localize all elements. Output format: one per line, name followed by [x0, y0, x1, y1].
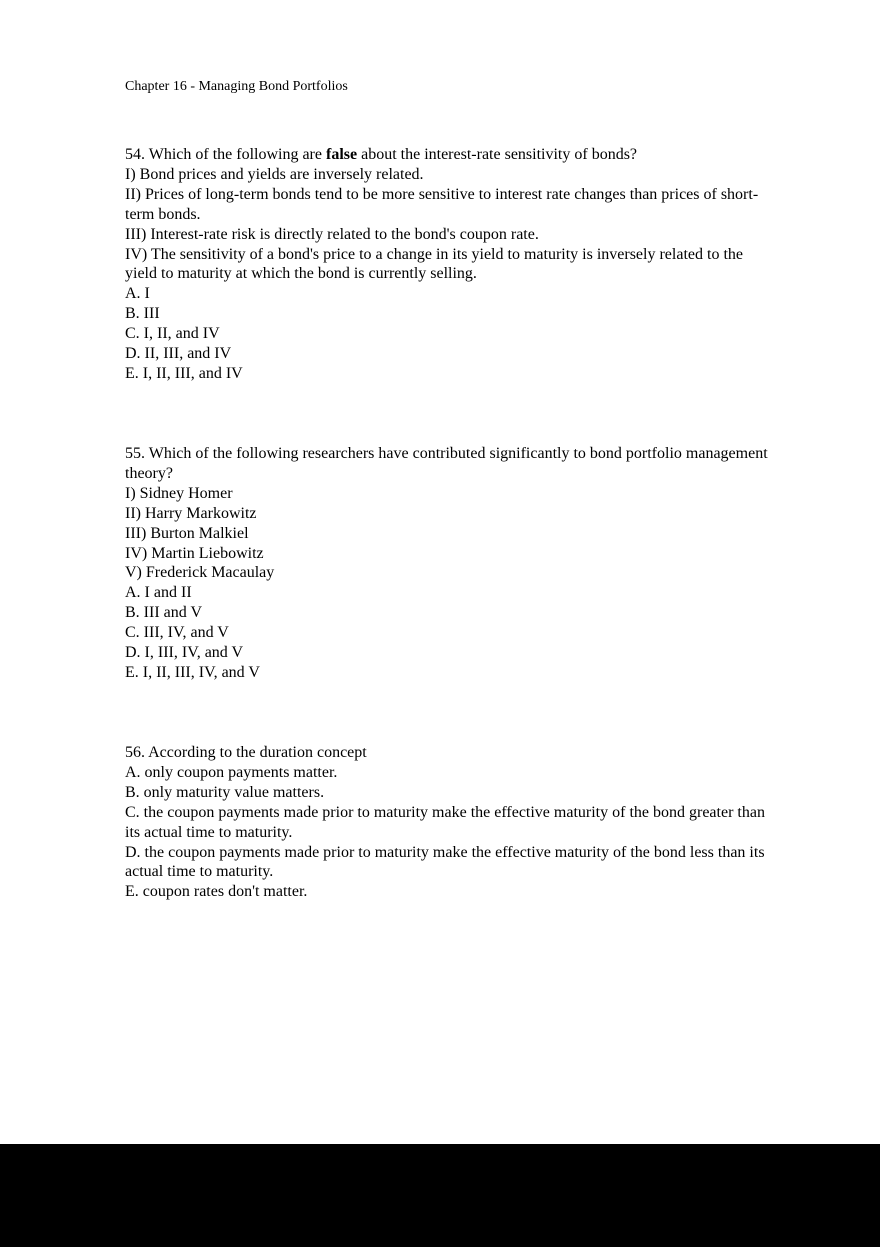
answer-option: D. II, III, and IV: [125, 345, 232, 363]
answer-option: C. I, II, and IV: [125, 325, 220, 343]
statement: I) Sidney Homer: [125, 484, 233, 502]
answer-option: A. I and II: [125, 584, 192, 602]
answer-option: E. I, II, III, and IV: [125, 364, 243, 382]
answer-option: A. only coupon payments matter.: [125, 763, 338, 781]
answer-option: E. coupon rates don't matter.: [125, 883, 308, 901]
chapter-header: Chapter 16 - Managing Bond Portfolios: [125, 79, 348, 94]
question-54: [125, 145, 775, 384]
statement: II) Harry Markowitz: [125, 504, 257, 522]
question-stem: 56. According to the duration concept: [125, 744, 367, 761]
black-bottom-bar: [0, 1144, 880, 1247]
answer-option: D. the coupon payments made prior to maturity make the effective maturity of the bond less than its actual time to maturity.: [125, 843, 765, 881]
statement: IV) The sensitivity of a bond's price to a change in its yield to maturity is inversely related to the yield to maturity at which the bond is currently selling.: [125, 245, 743, 283]
statement: III) Interest-rate risk is directly related to the bond's coupon rate.: [125, 225, 539, 243]
statement: II) Prices of long-term bonds tend to be more sensitive to interest rate changes than prices of short-term bonds.: [125, 185, 759, 223]
statement: V) Frederick Macaulay: [125, 564, 275, 582]
answer-option: C. the coupon payments made prior to maturity make the effective maturity of the bond greater than its actual time to maturity.: [125, 803, 765, 841]
question-56: [125, 743, 775, 902]
answer-option: B. III and V: [125, 604, 203, 622]
answer-option: B. III: [125, 305, 160, 323]
question-stem: 55. Which of the following researchers have contributed significantly to bond portfolio management theory?: [125, 445, 768, 482]
statement: III) Burton Malkiel: [125, 524, 249, 542]
question-stem: 54. Which of the following are false about the interest-rate sensitivity of bonds?: [125, 146, 638, 163]
statement: I) Bond prices and yields are inversely related.: [125, 165, 424, 183]
answer-option: E. I, II, III, IV, and V: [125, 663, 260, 681]
question-55: [125, 444, 775, 683]
answer-option: D. I, III, IV, and V: [125, 644, 244, 662]
answer-option: A. I: [125, 285, 150, 303]
emphasis-false: false: [325, 146, 358, 163]
answer-option: B. only maturity value matters.: [125, 783, 325, 801]
statement: IV) Martin Liebowitz: [125, 544, 264, 562]
answer-option: C. III, IV, and V: [125, 624, 229, 642]
